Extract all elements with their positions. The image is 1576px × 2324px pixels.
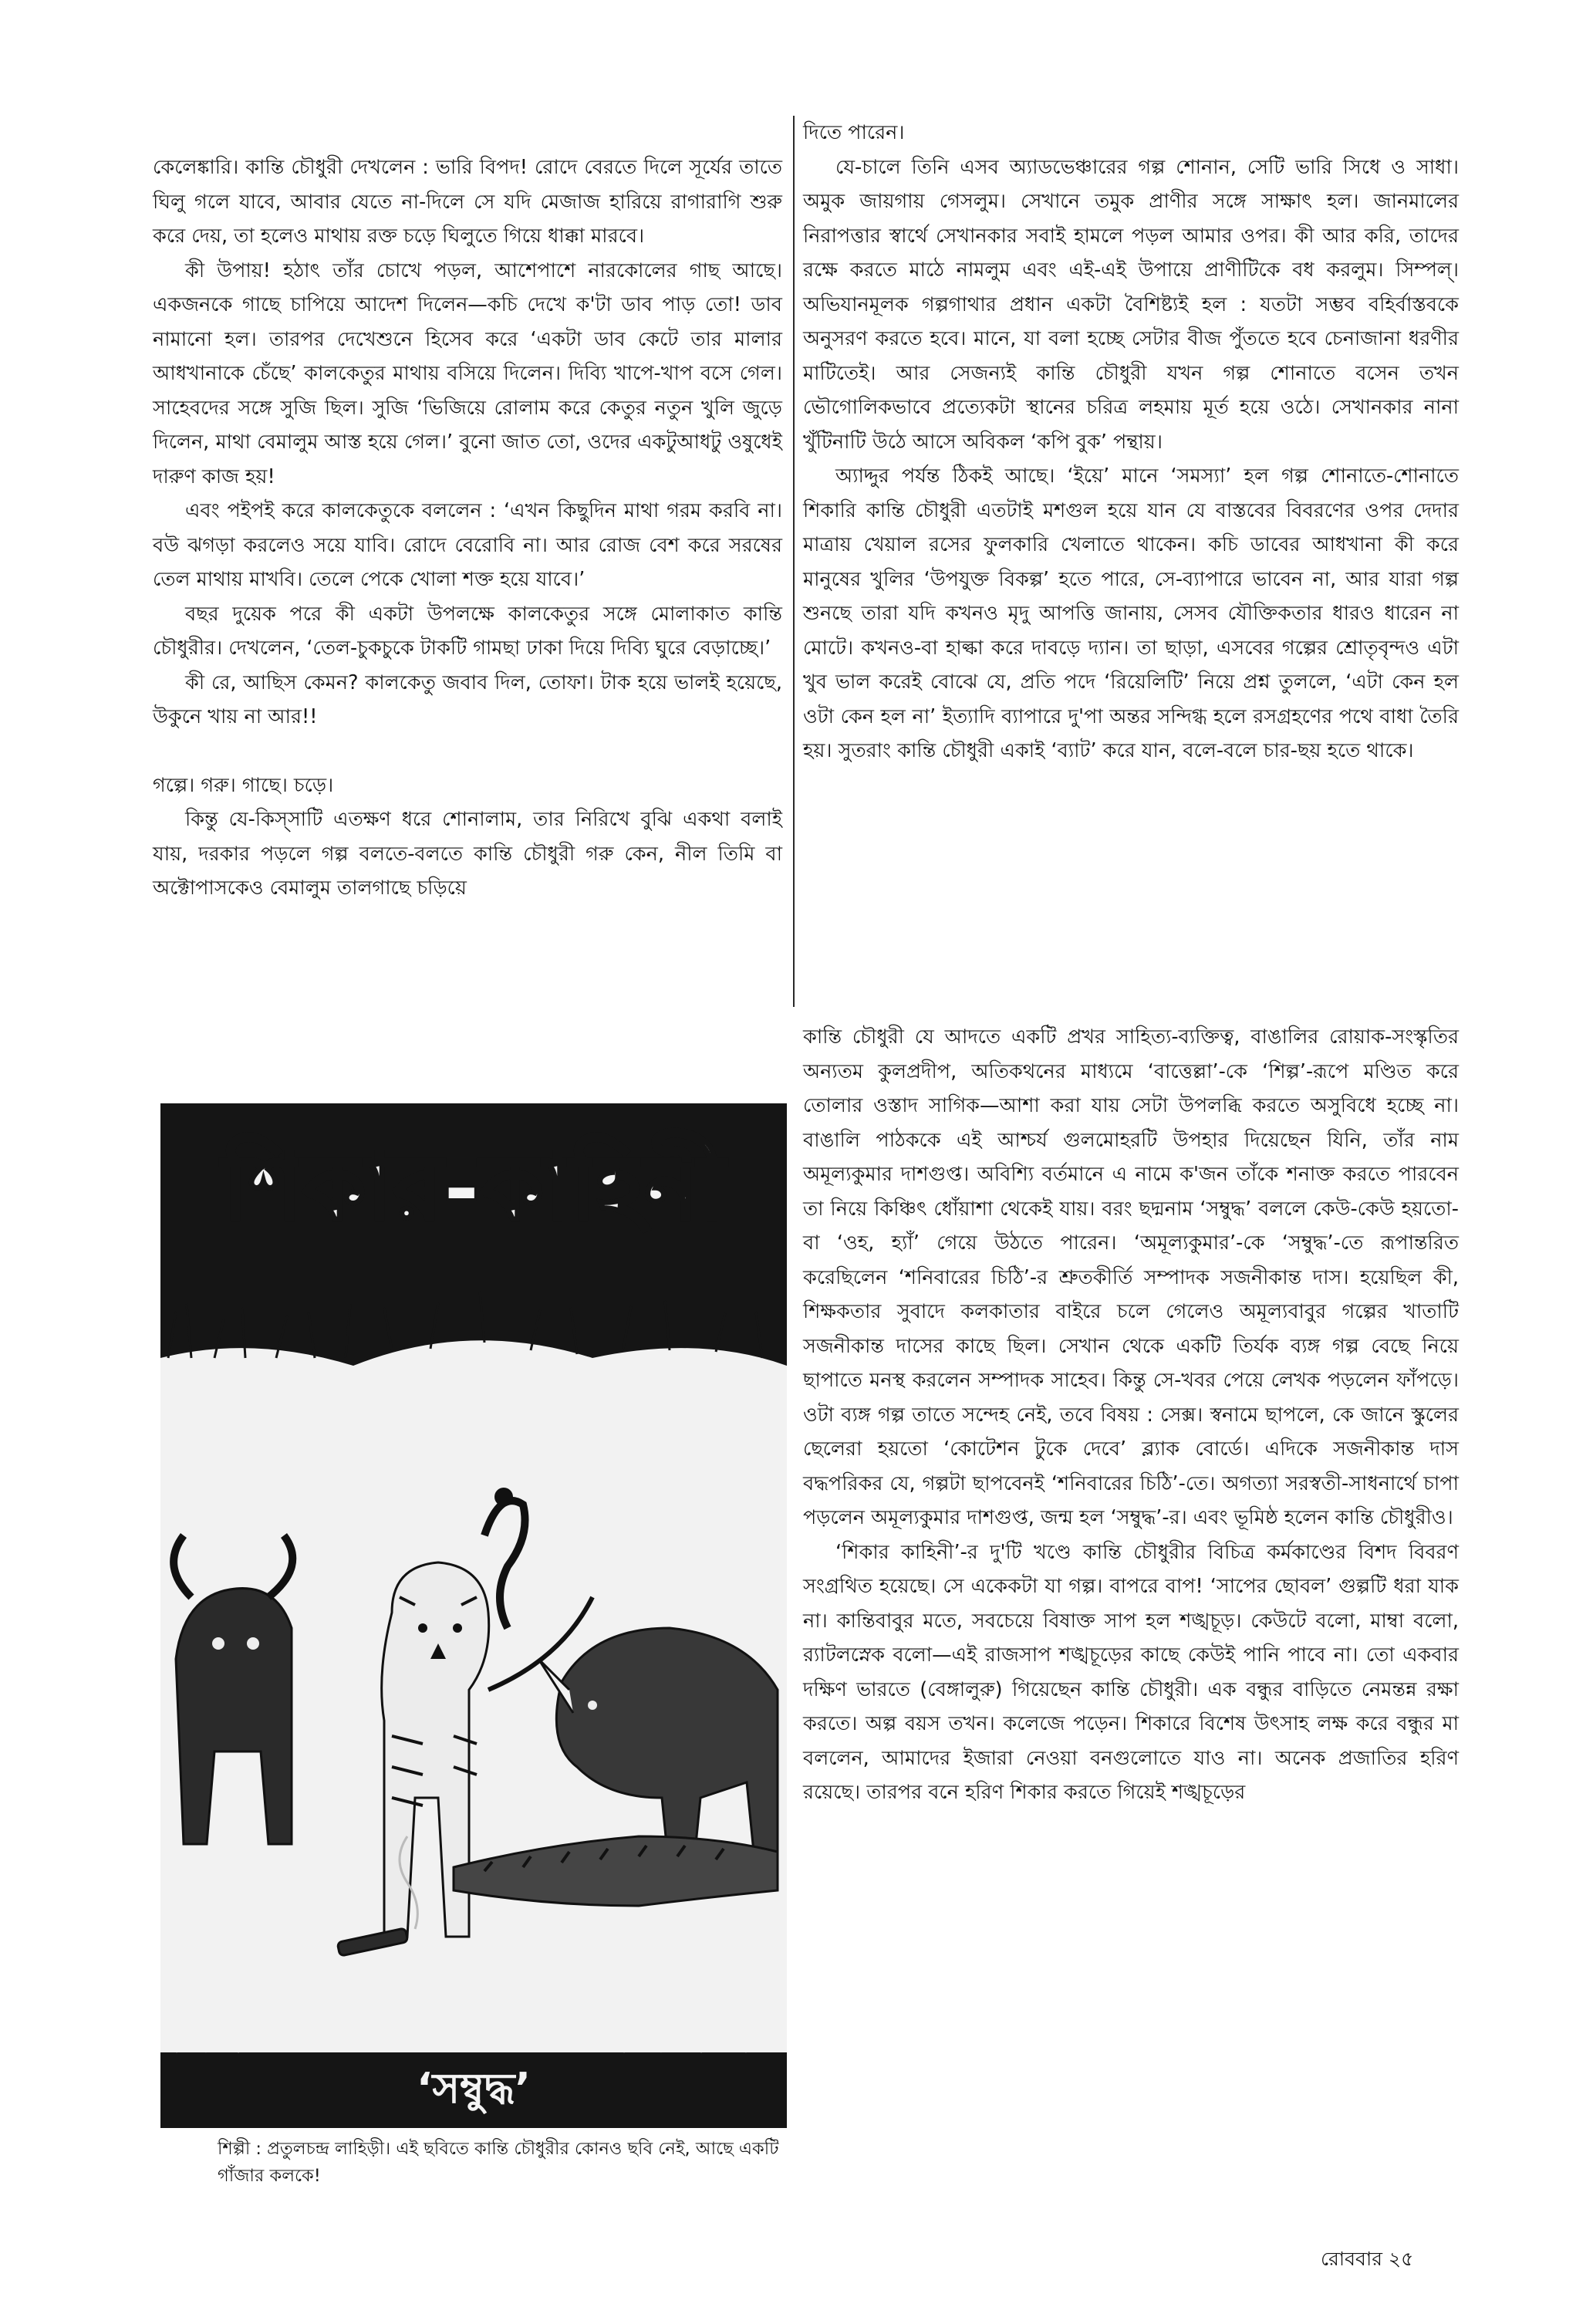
paragraph: কেলেঙ্কারি। কান্তি চৌধুরী দেখলেন : ভারি বিপদ! রোদে বেরতে দিলে সূর্যের তাতে ঘিলু গলে যাবে, আবার যেতে না-দিলে সে যদি মেজাজ হারিয়ে রাগারাগি শুরু করে দেয়, তা হলেও মাথায় রক্ত চড়ে ঘিলুতে গিয়ে ধাক্কা মারবে।	[153, 156, 782, 248]
illustration-author: ‘সম্বুদ্ধ’	[416, 2064, 532, 2113]
paragraph: এবং পইপই করে কালকেতুকে বললেন : ‘এখন কিছুদিন মাথা গরম করবি না। বউ ঝগড়া করলেও সয়ে যাবি। রোদে বেরোবি না। আর রোজ বেশ করে সরষের তেল মাথায় মাখবি। তেলে পেকে খোলা শক্ত হয়ে যাবে।’	[153, 499, 782, 591]
paragraph: কী রে, আছিস কেমন? কালকেতু জবাব দিল, তোফা। টাক হয়ে ভালই হয়েছে, উকুনে খায় না আর!!	[153, 671, 782, 728]
image-caption: শিল্পী : প্রতুলচন্দ্র লাহিড়ী। এই ছবিতে কান্তি চৌধুরীর কোনও ছবি নেই, আছে একটি গাঁজার কলকে!	[218, 2139, 779, 2186]
paragraph: কী উপায়! হঠাৎ তাঁর চোখে পড়ল, আশেপাশে নারকোলের গাছ আছে। একজনকে গাছে চাপিয়ে আদেশ দিলেন—কচি দেখে ক'টা ডাব পাড় তো! ডাব নামানো হল। তারপর দেখেশুনে হিসেব করে ‘একটা ডাব কেটে তার মালার আধখানাকে চেঁছে’ কালকেতুর মাথায় বসিয়ে দিলেন। দিব্যি খাপে-খাপ বসে গেল। সাহেবদের সঙ্গে সুজি ছিল। সুজি ‘ভিজিয়ে রোলাম করে কেতুর নতুন খুলি জুড়ে দিলেন, মাথা বেমালুম আস্ত হয়ে গেল।’ বুনো জাত তো, ওদের একটুআধটু ওষুধেই দারুণ কাজ হয়!	[153, 258, 782, 488]
paragraph: গল্পে। গরু। গাছে। চড়ে।	[153, 773, 334, 797]
paragraph: কিন্তু যে-কিস্‌সাটি এতক্ষণ ধরে শোনালাম, তার নিরিখে বুঝি একথা বলাই যায়, দরকার পড়লে গল্প বলতে-বলতে কান্তি চৌধুরী গরু কেন, নীল তিমি বা অক্টোপাসকেও বেমালুম তালগাছে চড়িয়ে	[153, 808, 782, 900]
book-cover-art	[160, 1103, 787, 2128]
page-folio: রোববার ২৫	[1321, 2248, 1414, 2270]
illustration-title: শিকার-কাহিনী	[222, 1134, 725, 1241]
paragraph: বছর দুয়েক পরে কী একটা উপলক্ষে কালকেতুর সঙ্গে মোলাকাত কান্তি চৌধুরীর। দেখলেন, ‘তেল-চুকচুকে টাকটি গামছা ঢাকা দিয়ে দিব্যি ঘুরে বেড়াচ্ছে।’	[153, 602, 782, 660]
paragraph: যে-চালে তিনি এসব অ্যাডভেঞ্চারের গল্প শোনান, সেটি ভারি সিধে ও সাধা। অমুক জায়গায় গেসলুম। সেখানে তমুক প্রাণীর সঙ্গে সাক্ষাৎ হল। জানমালের নিরাপত্তার স্বার্থে সেখানকার সবাই হামলে পড়ল আমার ওপর। কী আর করি, তাদের রক্ষে করতে মাঠে নামলুম এবং এই-এই উপায়ে প্রাণীটিকে বধ করলুম। সিম্পল্‌। অভিযানমূলক গল্পগাথার প্রধান একটা বৈশিষ্ট্যই হল : যতটা সম্ভব বহির্বাস্তবকে অনুসরণ করতে হবে। মানে, যা বলা হচ্ছে সেটার বীজ পুঁততে হবে চেনাজানা ধরণীর মাটিতেই। আর সেজন্যই কান্তি চৌধুরী যখন গল্প শোনাতে বসেন তখন ভৌগোলিকভাবে প্রত্যেকটা স্থানের চরিত্র লহমায় মূর্ত হয়ে ওঠে। সেখানকার নানা খুঁটিনাটি উঠে আসে অবিকল ‘কপি বুক’ পন্থায়।	[803, 155, 1459, 454]
paragraph: অ্যাদ্দুর পর্যন্ত ঠিকই আছে। ‘ইয়ে’ মানে ‘সমস্যা’ হল গল্প শোনাতে-শোনাতে শিকারি কান্তি চৌধুরী এতটাই মশগুল হয়ে যান যে বাস্তবের বিবরণের ওপর দেদার মাত্রায় খেয়াল রসের ফুলকারি খেলাতে থাকেন। কচি ডাবের আধখানা কী করে মানুষের খুলির ‘উপযুক্ত বিকল্প’ হতে পারে, সে-ব্যাপারে ভাবেন না, আর যারা গল্প শুনছে তারা যদি কখনও মৃদু আপত্তি জানায়, সেসব যৌক্তিকতার ধারও ধারেন না মোটে। কখনও-বা হাল্কা করে দাবড়ে দ্যান। তা ছাড়া, এসবের গল্পের শ্রোতৃবৃন্দও এটা খুব ভাল করেই বোঝে যে, প্রতি পদে ‘রিয়েলিটি’ নিয়ে প্রশ্ন তুললে, ‘এটা কেন হল ওটা কেন হল না’ ইত্যাদি ব্যাপারে দু'পা অন্তর সন্দিগ্ধ হলে রসগ্রহণের পথে বাধা তৈরি হয়। সুতরাং কান্তি চৌধুরী একাই ‘ব্যাট’ করে যান, বলে-বলে চার-ছয় হতে থাকে।	[803, 464, 1459, 762]
right-column-lower-text	[803, 1020, 1459, 1810]
column-divider	[793, 116, 795, 1007]
paragraph: ‘শিকার কাহিনী’-র দু'টি খণ্ডে কান্তি চৌধুরীর বিচিত্র কর্মকাণ্ডের বিশদ বিবরণ সংগ্রথিত হয়েছে। সে একেকটা যা গল্প। বাপরে বাপ! ‘সাপের ছোবল’ গুল্পটি ধরা যাক না। কান্তিবাবুর মতে, সবচেয়ে বিষাক্ত সাপ হল শঙ্খচূড়। কেউটে বলো, মাম্বা বলো, র‍্যাটলস্নেক বলো—এই রাজসাপ শঙ্খচূড়ের কাছে কেউই পানি পাবে না। তো একবার দক্ষিণ ভারতে (বেঙ্গালুরু) গিয়েছেন কান্তি চৌধুরী। এক বন্ধুর বাড়িতে নেমন্তন্ন রক্ষা করতে। অল্প বয়স তখন। কলেজে পড়েন। শিকারে বিশেষ উৎসাহ লক্ষ করে বন্ধুর মা বললেন, আমাদের ইজারা নেওয়া বনগুলোতে যাও না। অনেক প্রজাতির হরিণ রয়েছে। তারপর বনে হরিণ শিকার করতে গিয়েই শঙ্খচূড়ের	[803, 1540, 1459, 1804]
left-column-text	[153, 150, 782, 906]
paragraph: দিতে পারেন।	[803, 121, 905, 144]
book-cover-illustration	[160, 1103, 787, 2128]
paragraph: কান্তি চৌধুরী যে আদতে একটি প্রখর সাহিত্য-ব্যক্তিত্ব, বাঙালির রোয়াক-সংস্কৃতির অন্যতম কুলপ্রদীপ, অতিকথনের মাধ্যমে ‘বাত্তেল্লা’-কে ‘শিল্প’-রূপে মণ্ডিত করে তোলার ওস্তাদ সাগিক—আশা করা যায় সেটা উপলব্ধি করতে অসুবিধে হচ্ছে না। বাঙালি পাঠককে এই আশ্চর্য গুলমোহরটি উপহার দিয়েছেন যিনি, তাঁর নাম অমূল্যকুমার দাশগুপ্ত। অবিশ্যি বর্তমানে এ নামে ক'জন তাঁকে শনাক্ত করতে পারবেন তা নিয়ে কিঞ্চিৎ ধোঁয়াশা থেকেই যায়। বরং ছদ্মনাম ‘সম্বুদ্ধ’ বললে কেউ-কেউ হয়তো-বা ‘ওহ, হ্যাঁ’ গেয়ে উঠতে পারেন। ‘অমূল্যকুমার’-কে ‘সম্বুদ্ধ’-তে রূপান্তরিত করেছিলেন ‘শনিবারের চিঠি’-র শ্রুতকীর্তি সম্পাদক সজনীকান্ত দাস। হয়েছিল কী, শিক্ষকতার সুবাদে কলকাতার বাইরে চলে গেলেও অমূল্যবাবুর গল্পের খাতাটি সজনীকান্ত দাসের কাছে ছিল। সেখান থেকে একটি তির্যক ব্যঙ্গ গল্প বেছে নিয়ে ছাপাতে মনস্থ করলেন সম্পাদক সাহেব। কিন্তু সে-খবর পেয়ে লেখক পড়লেন ফাঁপড়ে। ওটা ব্যঙ্গ গল্প তাতে সন্দেহ নেই, তবে বিষয় : সেক্স। স্বনামে ছাপলে, কে জানে স্কুলের ছেলেরা হয়তো ‘কোটেশন টুকে দেবে’ ব্ল্যাক বোর্ডে। এদিকে সজনীকান্ত দাস বদ্ধপরিকর যে, গল্পটা ছাপবেনই ‘শনিবারের চিঠি’-তে। অগত্যা সরস্বতী-সাধনার্থে চাপা পড়লেন অমূল্যকুমার দাশগুপ্ত, জন্ম হল ‘সম্বুদ্ধ’-র। এবং ভূমিষ্ঠ হলেন কান্তি চৌধুরীও।	[803, 1025, 1459, 1529]
right-column-text	[803, 116, 1459, 768]
